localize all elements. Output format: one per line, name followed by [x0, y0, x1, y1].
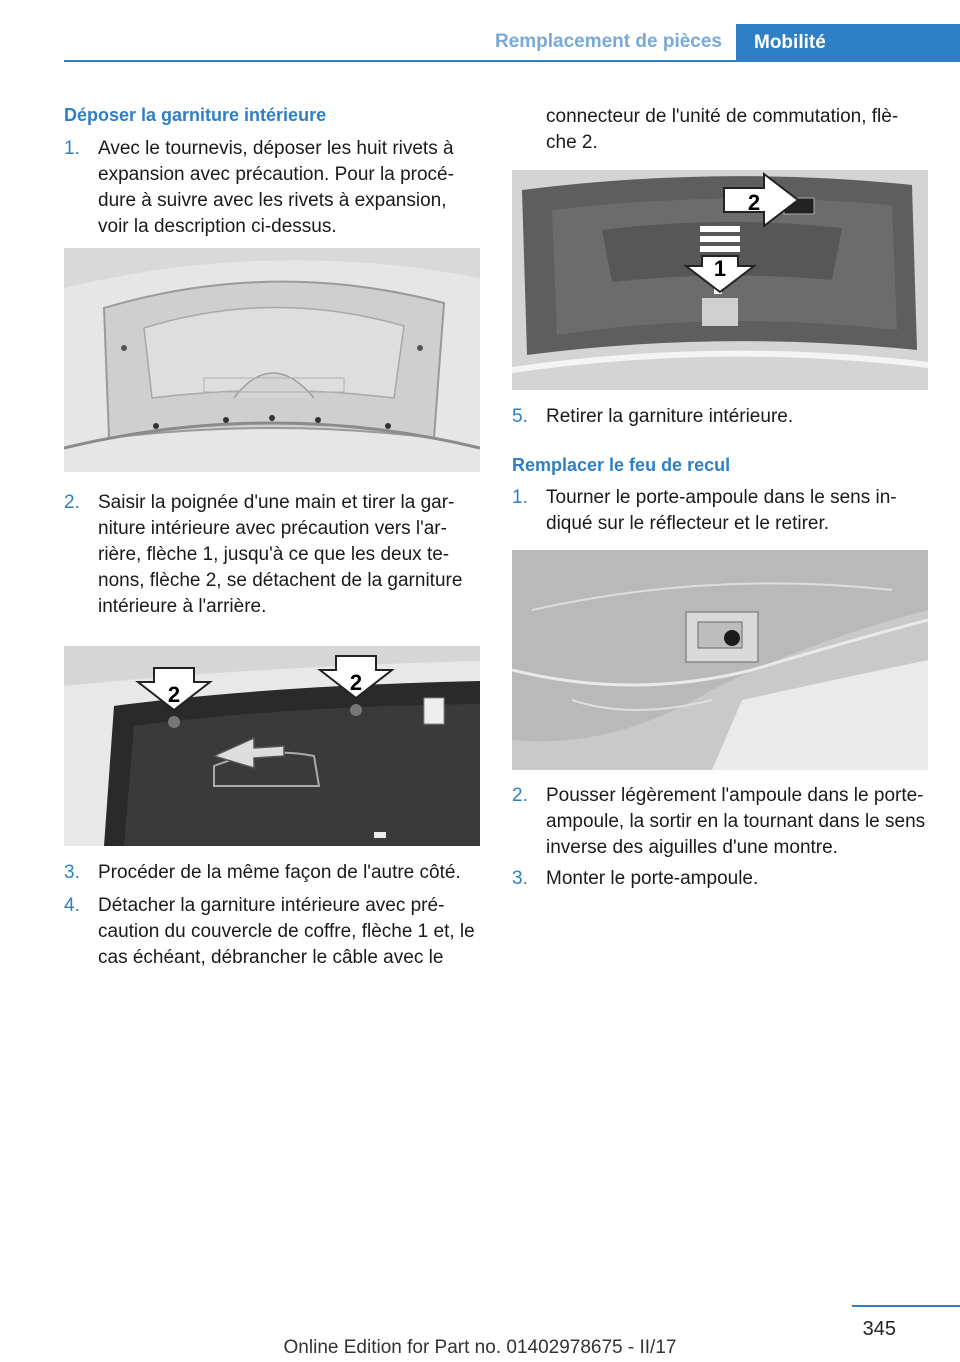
list-item: [64, 490, 480, 620]
step-number: 3.: [64, 862, 80, 883]
list-item: [64, 860, 480, 886]
list-item: [512, 783, 928, 861]
section-heading-reverse-light: Remplacer le feu de recul: [512, 455, 731, 475]
bulb-holder-illustration: [512, 550, 928, 770]
header-section-title: Remplacement de pièces: [494, 31, 722, 52]
step-number: 5.: [512, 406, 528, 427]
figure-bulb-holder: [512, 550, 928, 770]
list-item: [64, 893, 480, 971]
figure-trunk-lid-rivets: [64, 248, 480, 472]
step-text: Monter le porte-ampoule.: [546, 868, 759, 889]
list-item: [64, 136, 480, 240]
step-text: Avec le tournevis, déposer les huit rivets à expansion avec précaution. Pour la procé-dure à suivre avec les rivets à expansion, voir la description ci-dessus.: [98, 138, 454, 237]
step-number: 3.: [512, 868, 528, 889]
trim-pins-illustration: [64, 646, 480, 846]
arrow-label: 1: [713, 256, 727, 281]
step-text: Détacher la garniture intérieure avec pré-caution du couvercle de coffre, flèche 1 et, le cas échéant, débrancher le câble avec le: [98, 895, 475, 968]
step-text: Tourner le porte-ampoule dans le sens in-diqué sur le réflecteur et le retirer.: [546, 487, 897, 534]
step-text: Retirer la garniture intérieure.: [546, 406, 794, 427]
step-number: 2.: [64, 492, 80, 513]
arrow-label: 2: [747, 190, 761, 215]
step-number: 4.: [64, 895, 80, 916]
list-item: [512, 404, 928, 430]
section-heading-remove-trim: Déposer la garniture intérieure: [64, 105, 327, 125]
step-number: 2.: [512, 785, 528, 806]
header-rule: [64, 60, 960, 62]
header-chapter-tab: Mobilité: [736, 24, 960, 62]
step-text: Procéder de la même façon de l'autre côté.: [98, 862, 461, 883]
step-number: 1.: [64, 138, 80, 159]
trunk-lid-illustration: [64, 248, 480, 472]
trim-removal-illustration: [512, 170, 928, 390]
step-text: Pousser légèrement l'ampoule dans le porte-ampoule, la sortir en la tournant dans le sens inverse des aiguilles d'une montre.: [546, 785, 926, 858]
arrow-label: 2: [349, 670, 363, 695]
list-item: [512, 866, 928, 892]
step-continuation-text: connecteur de l'unité de commutation, flè-che 2.: [546, 106, 899, 153]
list-item: [512, 485, 928, 537]
figure-trim-removal-arrows: [512, 170, 928, 390]
page-number: 345: [862, 1318, 896, 1340]
figure-trim-pins: [64, 646, 480, 846]
step-text: Saisir la poignée d'une main et tirer la gar-niture intérieure avec précaution vers l'ar-rière, flèche 1, jusqu'à ce que les deux te-nons, flèche 2, se détachent de la garniture intérieure à l'arrière.: [98, 492, 463, 617]
step-number: 1.: [512, 487, 528, 508]
footer-rule: [852, 1305, 960, 1307]
edition-note: Online Edition for Part no. 01402978675 - II/17: [283, 1337, 677, 1358]
arrow-label: 2: [167, 682, 181, 707]
